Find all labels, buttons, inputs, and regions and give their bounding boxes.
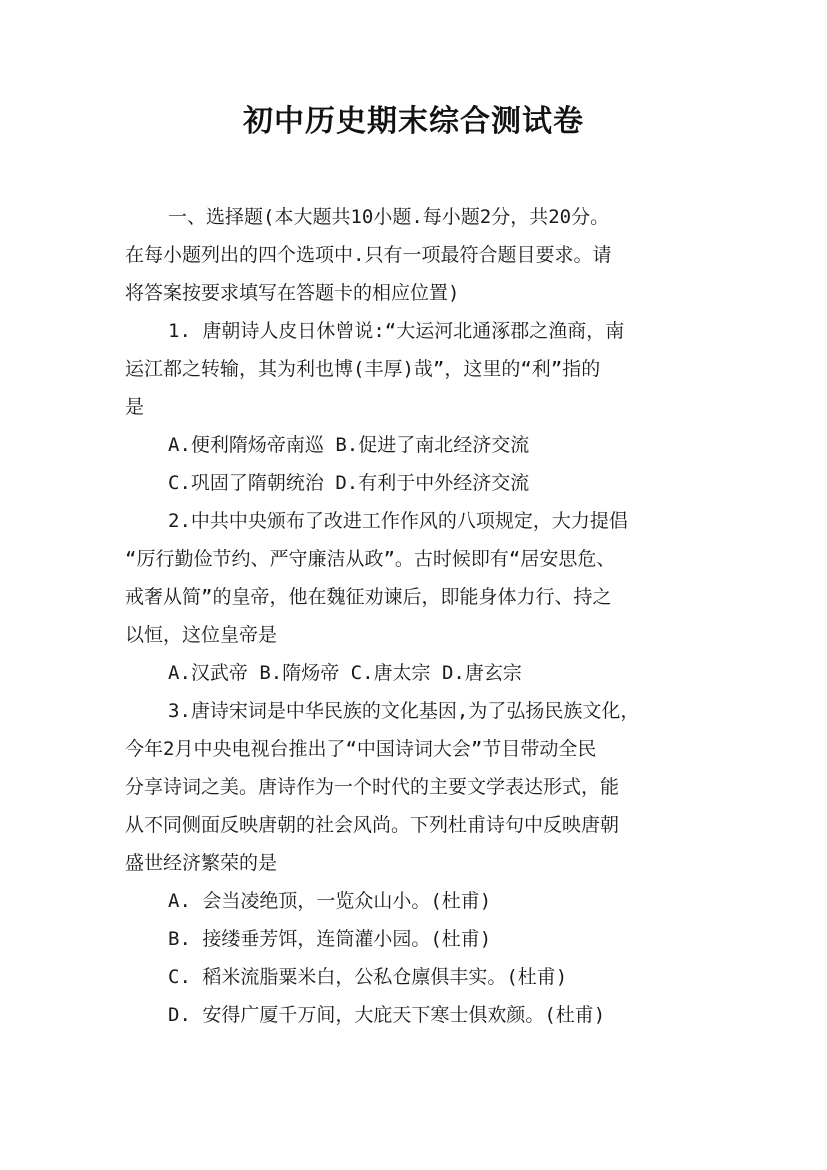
question-1-stem-line: 运江都之转输，其为利也博(丰厚)哉”，这里的“利”指的	[125, 358, 601, 380]
section-instruction-line: 将答案按要求填写在答题卡的相应位置)	[125, 282, 460, 304]
question-3-stem-line: 盛世经济繁荣的是	[125, 852, 278, 874]
question-2-stem-line: 2.中共中央颁布了改进工作作风的八项规定，大力提倡	[168, 510, 628, 532]
question-3-option-d: D. 安得广厦千万间，大庇天下寒士俱欢颜。(杜甫)	[168, 1004, 606, 1026]
question-3-stem-line: 分享诗词之美。唐诗作为一个时代的主要文学表达形式，能	[125, 776, 620, 798]
question-2-stem-line: 戒奢从简”的皇帝，他在魏征劝谏后，即能身体力行、持之	[125, 586, 612, 608]
question-3-stem-line: 3.唐诗宋词是中华民族的文化基因,为了弘扬民族文化，	[168, 700, 640, 722]
question-1-stem-line: 1. 唐朝诗人皮日休曾说:“大运河北通涿郡之渔商，南	[168, 320, 625, 342]
question-3-stem-line: 今年2月中央电视台推出了“中国诗词大会”节目带动全民	[125, 738, 597, 760]
question-3-option-c: C. 稻米流脂粟米白，公私仓廪俱丰实。(杜甫)	[168, 966, 568, 988]
question-2-stem-line: “厉行勤俭节约、严守廉洁从政”。古时候即有“居安思危、	[125, 548, 616, 570]
section-instruction-line: 在每小题列出的四个选项中.只有一项最符合题目要求。请	[125, 244, 612, 266]
question-1-stem-line: 是	[125, 396, 145, 418]
question-1-options-line: A.便利隋炀帝南巡 B.促进了南北经济交流	[168, 434, 530, 456]
question-3-option-b: B. 接缕垂芳饵，连筒灌小园。(杜甫)	[168, 928, 492, 950]
document-title: 初中历史期末综合测试卷	[243, 104, 584, 139]
section-heading-line: 一、选择题(本大题共10小题.每小题2分，共20分。	[168, 206, 610, 228]
question-3-option-a: A. 会当凌绝顶，一览众山小。(杜甫)	[168, 890, 492, 912]
question-1-options-line: C.巩固了隋朝统治 D.有利于中外经济交流	[168, 472, 530, 494]
question-2-options-line: A.汉武帝 B.隋炀帝 C.唐太宗 D.唐玄宗	[168, 662, 522, 684]
question-3-stem-line: 从不同侧面反映唐朝的社会风尚。下列杜甫诗句中反映唐朝	[125, 814, 620, 836]
question-2-stem-line: 以恒，这位皇帝是	[125, 624, 278, 646]
